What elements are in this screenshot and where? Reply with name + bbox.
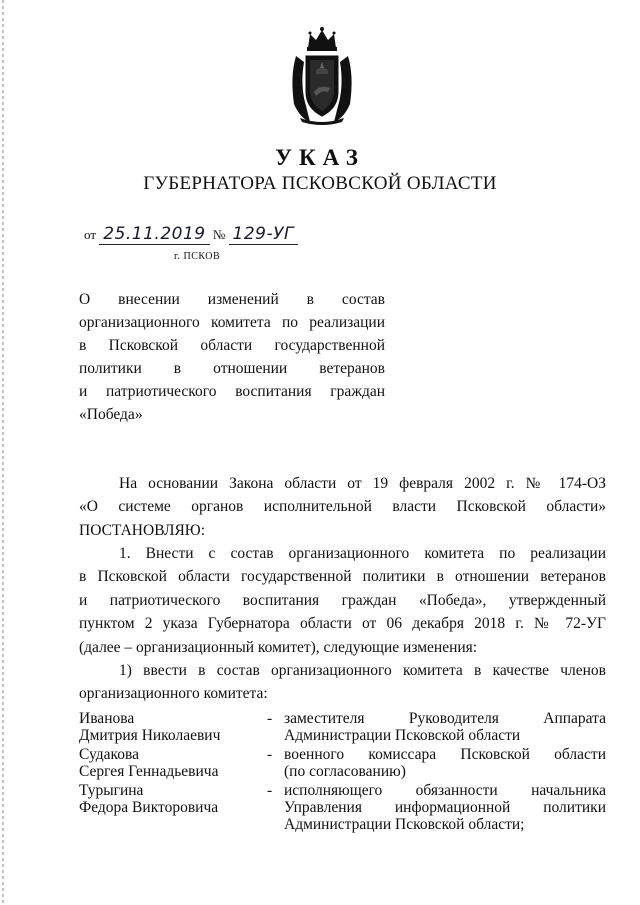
document-title: УКАЗ (275, 145, 365, 170)
city-label: г. ПСКОВ (174, 251, 221, 262)
member-name (79, 782, 264, 816)
body-line: ПОСТАНОВЛЯЮ: (79, 521, 206, 539)
scan-edge (2, 0, 4, 905)
role-line: (по согласованию) (284, 763, 406, 780)
preamble-paragraph (79, 472, 606, 542)
subject-line: в Псковской области государственной (79, 337, 385, 354)
subject-block (79, 288, 385, 426)
document-subtitle: ГУБЕРНАТОРА ПСКОВСКОЙ ОБЛАСТИ (143, 173, 497, 194)
body-line: пунктом 2 указа Губернатора области от 06 декабря 2018 г. № 72-УГ (79, 615, 606, 633)
body-line: 1. Внести с состав организационного комитета по реализации (119, 545, 606, 562)
role-line: Управления информационной политики (284, 799, 606, 816)
role-line: исполняющего обязанности начальника (284, 782, 606, 799)
body-line: в Псковской области государственной политики в отношении ветеранов (79, 568, 606, 586)
date-handwritten: 25.11.2019 (103, 224, 206, 244)
body-line: 1) ввести в состав организационного комитета в качестве членов (119, 662, 606, 679)
role-line: Администрации Псковской области; (284, 816, 525, 833)
body-line: «О системе органов исполнительной власти Псковской области» (79, 498, 606, 516)
member-surname: Турыгина (79, 782, 144, 799)
coat-of-arms-icon (286, 26, 358, 126)
number-prefix: № (212, 227, 226, 242)
subject-line: политики в отношении ветеранов (79, 360, 385, 377)
member-dash: - (267, 746, 273, 763)
member-role (284, 710, 606, 744)
member-given-names: Федора Викторовича (79, 799, 219, 816)
date-number-line (84, 224, 298, 245)
subitem-1-paragraph (79, 659, 606, 706)
item-1-paragraph (79, 542, 606, 659)
body-line: организационного комитета: (79, 685, 268, 703)
role-line: военного комиссара Псковской области (284, 746, 606, 763)
body-line: (далее – организационный комитет), следующие изменения: (79, 638, 478, 656)
member-role (284, 782, 606, 833)
member-surname: Иванова (79, 710, 135, 727)
number-handwritten: 129-УГ (232, 224, 294, 244)
role-line: Администрации Псковской области (284, 727, 521, 744)
member-name (79, 746, 264, 780)
member-dash: - (267, 782, 273, 799)
member-role (284, 746, 606, 780)
member-surname: Судакова (79, 746, 139, 763)
member-given-names: Дмитрия Николаевич (79, 727, 221, 744)
member-dash: - (267, 710, 273, 727)
role-line: заместителя Руководителя Аппарата (284, 710, 606, 727)
subject-line: «Победа» (79, 406, 143, 423)
subject-line: и патриотического воспитания граждан (79, 383, 385, 400)
body-line: На основании Закона области от 19 февраля 2002 г. № 174-ОЗ (119, 475, 606, 492)
member-name (79, 710, 264, 744)
subject-line: О внесении изменений в состав (79, 291, 385, 308)
subject-line: организационного комитета по реализации (79, 314, 385, 331)
body-line: и патриотического воспитания граждан «Победа», утвержденный (79, 591, 606, 609)
member-given-names: Сергея Геннадьевича (79, 763, 219, 780)
date-prefix: от (84, 227, 97, 242)
